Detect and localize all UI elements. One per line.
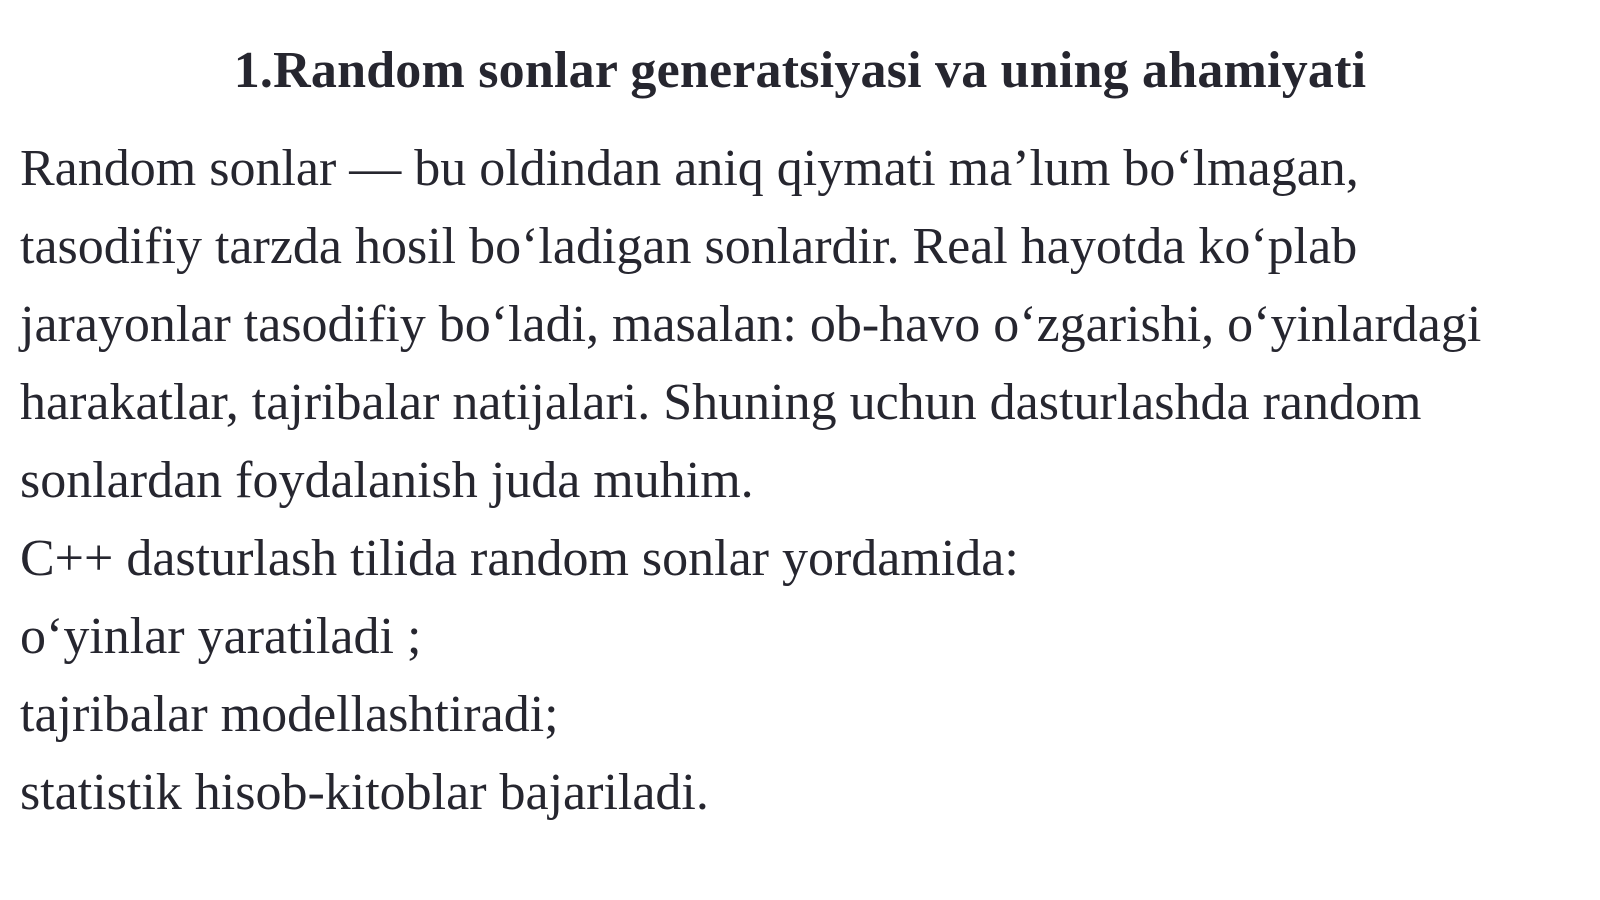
intro-line-cpp: C++ dasturlash tilida random sonlar yordamida: (20, 530, 1019, 587)
document-body (20, 130, 1590, 832)
paragraph-line-1: Random sonlar — bu oldindan aniq qiymati ma’lum bo‘lmagan, (20, 140, 1359, 197)
document-title: 1.Random sonlar generatsiyasi va uning ahamiyati (233, 42, 1367, 99)
paragraph-line-3: jarayonlar tasodifiy bo‘ladi, masalan: ob-havo o‘zgarishi, o‘yinlardagi (20, 296, 1482, 353)
list-item-statistics: statistik hisob-kitoblar bajariladi. (20, 764, 709, 821)
paragraph-line-2: tasodifiy tarzda hosil bo‘ladigan sonlardir. Real hayotda ko‘plab (20, 218, 1358, 275)
paragraph-line-4: harakatlar, tajribalar natijalari. Shuning uchun dasturlashda random (20, 374, 1422, 431)
list-item-games: o‘yinlar yaratiladi ; (20, 608, 422, 665)
list-item-experiments: tajribalar modellashtiradi; (20, 686, 559, 743)
paragraph-line-5: sonlardan foydalanish juda muhim. (20, 452, 754, 509)
